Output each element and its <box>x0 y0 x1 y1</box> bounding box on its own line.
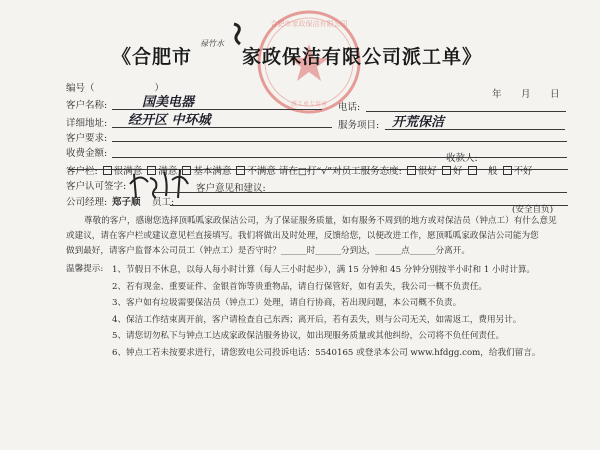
form-title <box>112 42 482 69</box>
mark-hint: 请在□打“√”对员工服务态度: <box>278 166 402 177</box>
fee-line-1 <box>112 157 567 158</box>
note-2: 2、若有现金、重要证件、金银首饰等贵重物品，请自行保管好，如有丢失，我公司一概不负责任。 <box>112 281 488 292</box>
address-label: 详细地址: <box>66 118 108 129</box>
requirement-line <box>112 141 567 142</box>
notes-heading: 温馨提示: <box>66 264 104 274</box>
note-3: 3、客户如有垃圾需要保洁员（钟点工）处理，请自行协商，若出现问题，本公司概不负责。 <box>112 298 462 308</box>
feedback-row: 客户栏: 很满意 满意 基本满意 不满意 请在□打“√”对员工服务态度: 很好 好 一般 不好 <box>66 166 533 177</box>
date-year: 年 <box>492 89 502 100</box>
service-value[interactable]: 开荒保洁 <box>392 115 445 130</box>
client-name-value[interactable]: 国美电器 <box>142 95 195 110</box>
note-6: 6、钟点工若未按要求进行，请您致电公司投诉电话：5540165 或登录本公司 www.hfdgg.com，给我们留言。 <box>112 347 541 358</box>
address-line <box>112 127 332 128</box>
suggest-label: 客户意见和建议: <box>196 183 266 194</box>
note-1: 1、节假日不休息，以每人每小时计算（每人三小时起步），满 15 分钟和 45 分钟分别按半小时和 1 小时计算。 <box>112 265 536 275</box>
phone-label: 电话: <box>338 102 361 113</box>
staff-line <box>170 205 568 206</box>
checkbox-bad[interactable] <box>503 166 512 175</box>
checkbox-normal[interactable] <box>468 166 477 175</box>
manager-label: 公司经理: <box>66 197 108 208</box>
safety-note: (安全自负) <box>512 205 554 215</box>
checkbox-good[interactable] <box>442 166 451 175</box>
address-value[interactable]: 经开区 中环城 <box>128 113 211 128</box>
date-day: 日 <box>550 89 560 100</box>
note-4: 4、保洁工作结束离开前，客户请检查自己东西；离开后，若有丢失，则与公司无关，如需返工，费用另计。 <box>112 314 522 325</box>
sign-label: 客户认可签字: <box>66 181 127 192</box>
intro-line-1: 尊敬的客户，感谢您选择顶呱呱家政保洁公司，为了保证服务质量，如有服务不周到的地方或对保洁员（钟点工）有什么意见 <box>84 216 557 226</box>
note-5: 5、请您切勿私下与钟点工达成家政保洁服务协议，如出现服务质量或其他纠纷，公司将不负任何责任。 <box>112 331 505 341</box>
manager-value: 郑子顺 <box>112 197 141 208</box>
service-line <box>385 129 565 130</box>
suggest-line <box>152 192 567 193</box>
receiver-label: 收款人: <box>446 153 478 164</box>
requirement-label: 客户要求: <box>66 133 108 144</box>
service-label: 服务项目: <box>338 120 380 131</box>
staff-label: 员工: <box>152 197 175 208</box>
date-month: 月 <box>521 89 531 100</box>
fee-label: 收费金额: <box>66 148 108 159</box>
logo-text: 禄竹水 <box>200 39 224 48</box>
title-part-1: 《合肥市 <box>112 46 193 68</box>
serial-label: 编号（ ） <box>66 83 165 94</box>
client-name-label: 客户名称: <box>66 100 108 111</box>
checkbox-very-satisfied[interactable] <box>103 166 112 175</box>
intro-line-2: 或建议，请在客户栏或建议意见栏直接填写。我们将做出及时处理，反馈给您，以便改进工作，愿顶呱呱家政保洁公司能为您 <box>66 231 539 241</box>
feedback-label: 客户栏: <box>66 166 98 177</box>
checkbox-unsatisfied[interactable] <box>236 166 245 175</box>
seal-text-sub: 派工单专用章 <box>290 101 328 108</box>
seal-text-main: 合肥市家政保洁有限公司 <box>270 20 348 28</box>
intro-line-3: 做到最好，请客户监督本公司员工（钟点工）是否守时？______时______分到达，______点______分离开。 <box>66 246 470 256</box>
checkbox-very-good[interactable] <box>407 166 416 175</box>
title-part-2: 家政保洁有限公司派工单》 <box>242 46 483 68</box>
